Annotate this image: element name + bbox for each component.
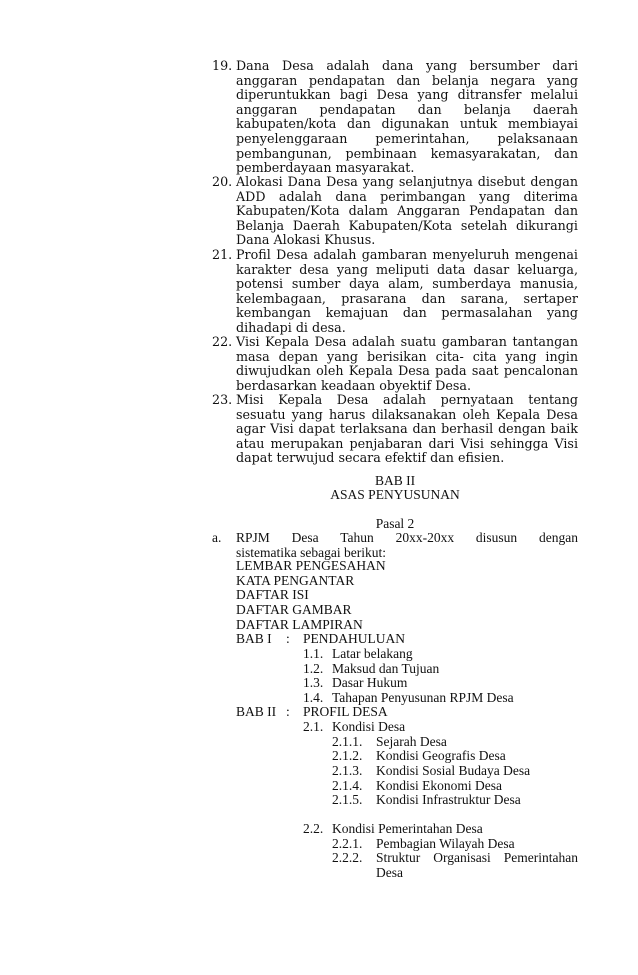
front-matter-item: DAFTAR GAMBAR <box>236 602 352 617</box>
definition-text: Visi Kepala Desa adalah suatu gambaran tantangan masa depan yang berisikan cita- cita yang ingin diwujudkan oleh Kepala Desa pada saat pencalonan berdasarkan keadaan obyektif Desa. <box>236 334 578 393</box>
toc-item-text: Kondisi Geografis Desa <box>376 748 506 763</box>
definition-item <box>212 248 578 335</box>
toc-item-text: Maksud dan Tujuan <box>332 661 440 676</box>
toc-item-number: 2.1.3. <box>332 763 363 778</box>
definition-item <box>212 393 578 466</box>
toc-item-number: 2.1. <box>303 719 324 734</box>
definition-text: Alokasi Dana Desa yang selanjutnya disebut dengan ADD adalah dana perimbangan yang diterima Kabupaten/Kota dalam Anggaran Pendapatan dan Belanja Daerah Kabupaten/Kota setelah dikurangi Dana Alokasi Khusus. <box>236 174 578 248</box>
point-a-label: a. <box>212 530 222 545</box>
definitions-list <box>212 59 578 466</box>
toc-item <box>303 676 407 691</box>
toc-item <box>303 647 413 662</box>
definition-text: Dana Desa adalah dana yang bersumber dari anggaran pendapatan dan belanja negara yang diperuntukkan bagi Desa yang ditransfer melalui anggaran pendapatan dan belanja daerah kabupaten/kota dan digunakan untuk membiayai penyelenggaraan pemerintahan, pelaksanaan pembangunan, pembinaan kemasyarakatan, dan pemberdayaan masyarakat. <box>236 58 578 176</box>
toc-item-number: 2.2. <box>303 821 324 836</box>
bab1-title: PENDAHULUAN <box>303 631 405 646</box>
chapter-title: ASAS PENYUSUNAN <box>330 487 460 502</box>
definition-number: 21. <box>212 247 233 262</box>
bab2-title: PROFIL DESA <box>303 704 388 719</box>
toc-item-number: 2.2.2. <box>332 850 363 865</box>
toc-item-number: 2.1.5. <box>332 792 363 807</box>
definition-number: 19. <box>212 58 233 73</box>
toc-item-number: 2.1.1. <box>332 734 363 749</box>
bab2-separator: : <box>286 704 290 719</box>
article-title: Pasal 2 <box>375 516 415 531</box>
toc-item-text: Kondisi Pemerintahan Desa <box>332 821 483 836</box>
toc-item-text: Sejarah Desa <box>376 734 447 749</box>
toc-item-text: Struktur Organisasi Pemerintahan Desa <box>376 850 578 880</box>
definition-number: 22. <box>212 334 233 349</box>
front-matter-item: KATA PENGANTAR <box>236 573 355 588</box>
chapter-number: BAB II <box>374 473 416 488</box>
definition-number: 20. <box>212 174 233 189</box>
toc-subitem <box>332 793 521 808</box>
definition-item <box>212 175 578 248</box>
toc-item-number: 1.4. <box>303 690 324 705</box>
bab1-label: BAB I <box>236 631 272 646</box>
toc-item-text: Kondisi Ekonomi Desa <box>376 778 502 793</box>
toc-section <box>303 720 405 735</box>
toc-subitem <box>332 749 506 764</box>
toc-item-text: Latar belakang <box>332 646 413 661</box>
front-matter-item: LEMBAR PENGESAHAN <box>236 558 386 573</box>
point-a-line-1: RPJM Desa Tahun 20xx-20xx disusun dengan <box>236 530 578 545</box>
toc-item-number: 2.2.1. <box>332 836 363 851</box>
front-matter-item: DAFTAR ISI <box>236 587 309 602</box>
toc-subitem <box>332 851 578 880</box>
toc-item-number: 1.3. <box>303 675 324 690</box>
bab1-separator: : <box>286 631 290 646</box>
toc-item-number: 2.1.4. <box>332 778 363 793</box>
toc-section <box>303 822 483 837</box>
toc-item-text: Tahapan Penyusunan RPJM Desa <box>332 690 514 705</box>
toc-item-text: Kondisi Sosial Budaya Desa <box>376 763 531 778</box>
point-a-line-2: sistematika sebagai berikut: <box>236 545 386 560</box>
definition-text: Profil Desa adalah gambaran menyeluruh mengenai karakter desa yang meliputi data dasar keluarga, potensi sumber daya alam, sumberdaya manusia, kelembagaan, prasarana dan sarana, sertaper kembangan kemajuan dan permasalahan yang dihadapi di desa. <box>236 247 578 335</box>
toc-item-number: 2.1.2. <box>332 748 363 763</box>
definition-item <box>212 335 578 393</box>
toc-item-text: Pembagian Wilayah Desa <box>376 836 515 851</box>
point-a <box>212 530 578 560</box>
definition-number: 23. <box>212 392 233 407</box>
toc-item-text: Kondisi Desa <box>332 719 406 734</box>
toc-subitem <box>332 764 530 779</box>
definition-text: Misi Kepala Desa adalah pernyataan tentang sesuatu yang harus dilaksanakan oleh Kepala Desa agar Visi dapat terlaksana dan berhasil dengan baik atau merupakan penjabaran dari Visi sehingga Visi dapat terwujud secara efektif dan efisien. <box>236 392 578 466</box>
front-matter-item: DAFTAR LAMPIRAN <box>236 617 363 632</box>
toc-item-number: 1.1. <box>303 646 324 661</box>
toc-item-number: 1.2. <box>303 661 324 676</box>
definition-item <box>212 59 578 175</box>
bab2-label: BAB II <box>236 704 277 719</box>
toc-item-text: Kondisi Infrastruktur Desa <box>376 792 521 807</box>
toc-item-text: Dasar Hukum <box>332 675 408 690</box>
